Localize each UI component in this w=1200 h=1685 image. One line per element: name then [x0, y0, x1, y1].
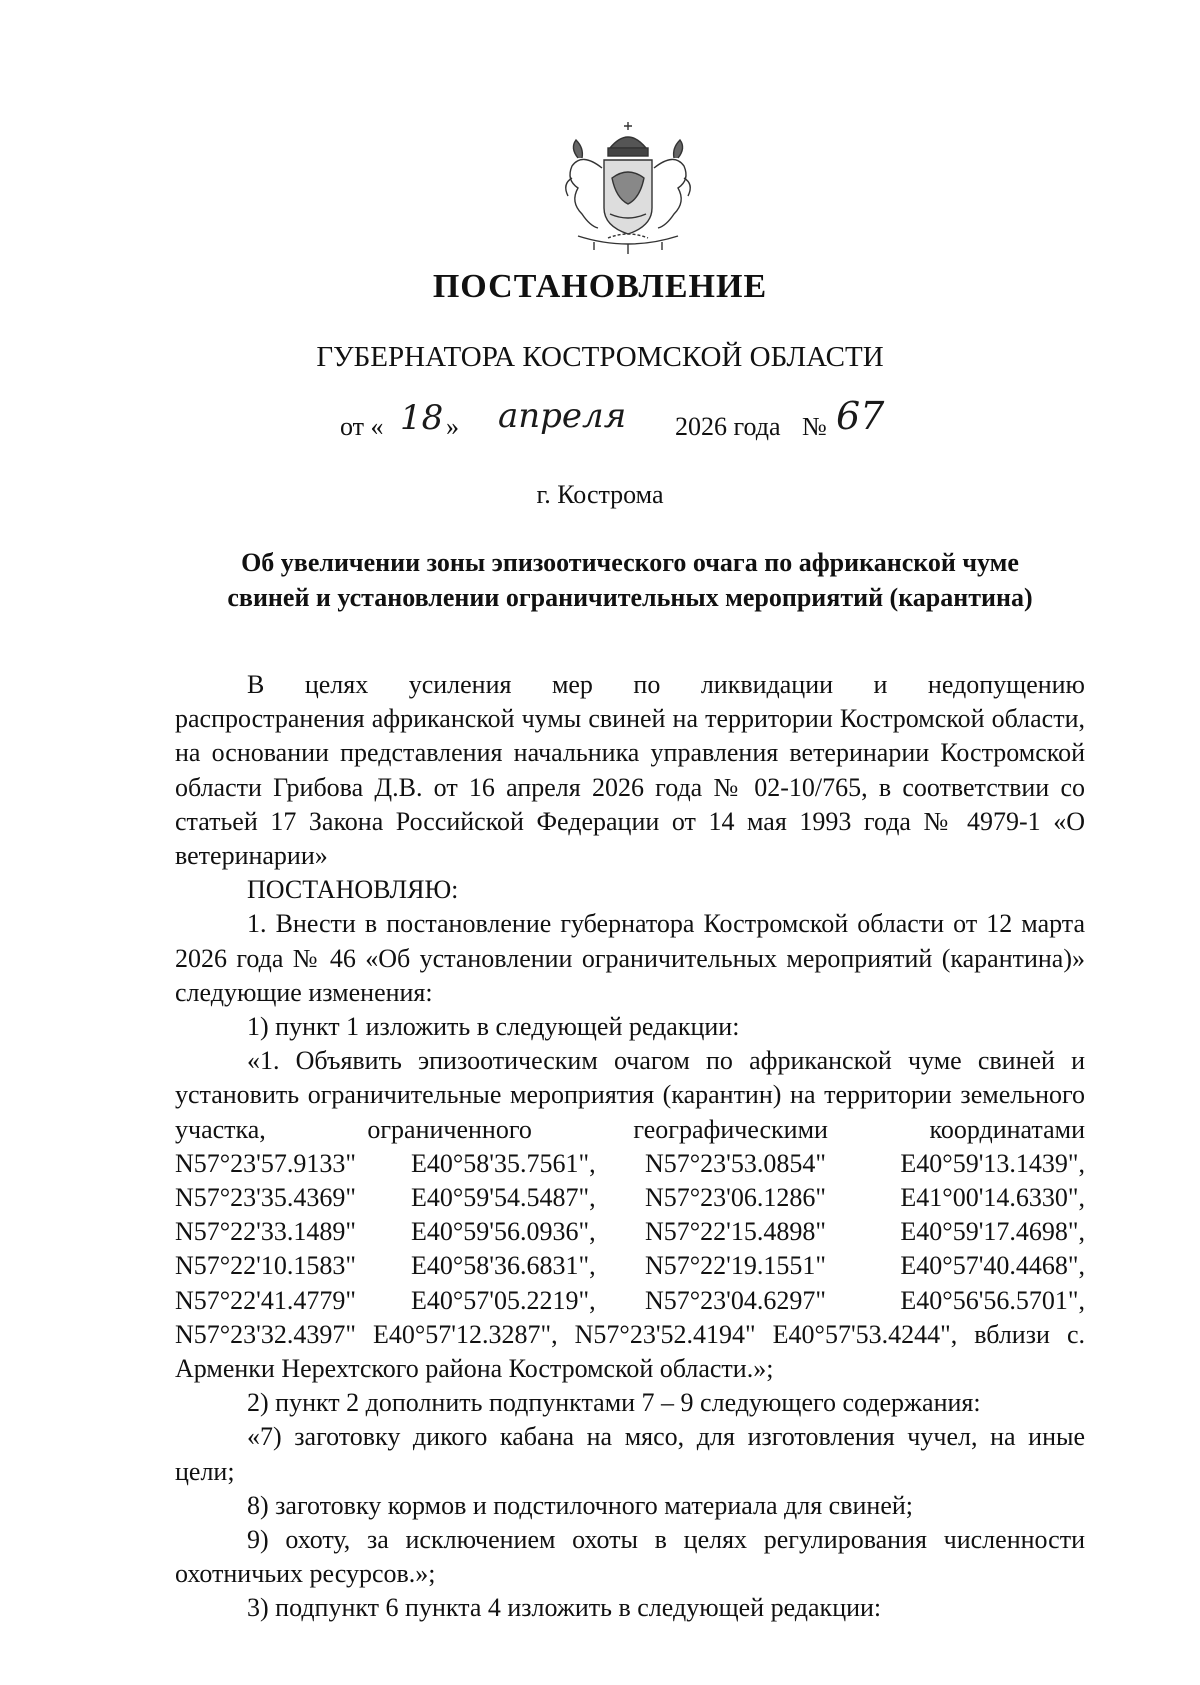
- coat-of-arms-emblem: [548, 118, 708, 258]
- handwritten-day: 18: [400, 398, 444, 438]
- subitem-1: 1) пункт 1 изложить в следующей редакции:: [247, 1012, 740, 1042]
- decree-word: ПОСТАНОВЛЯЮ:: [247, 875, 459, 905]
- quoted-subitem-7: «7) заготовку дикого кабана на мясо, для изготовления чучел, на иные цели;: [175, 1422, 1085, 1486]
- document-body: [175, 668, 1085, 1626]
- coordinate: E40°59'56.0936",: [411, 1217, 596, 1247]
- quoted-item-1: «1. Объявить эпизоотическим очагом по африканской чуме свиней и установить ограничительные мероприятия (карантин) на территории земельного участка, ограниченного географическими координатами: [175, 1046, 1085, 1144]
- document-type-heading: ПОСТАНОВЛЕНИЕ: [432, 268, 768, 305]
- coordinate: E41°00'14.6330",: [900, 1183, 1085, 1213]
- coordinate: N57°23'53.0854": [645, 1148, 826, 1178]
- quoted-subitem-8: 8) заготовку кормов и подстилочного материала для свиней;: [247, 1490, 914, 1520]
- coordinates-last: N57°23'32.4397" E40°57'12.3287", N57°23'52.4194" E40°57'53.4244", вблизи с. Арменки Нерехтского района Костромской области.»;: [175, 1319, 1085, 1384]
- coordinate: E40°59'54.5487",: [411, 1183, 596, 1213]
- coordinate: N57°22'10.1583": [175, 1251, 356, 1281]
- coordinate: E40°58'36.6831",: [411, 1251, 596, 1281]
- date-prefix: от «: [340, 412, 384, 441]
- number-sign: №: [802, 412, 827, 441]
- coordinate: E40°59'13.1439",: [900, 1148, 1085, 1178]
- coordinate: N57°22'19.1551": [645, 1251, 826, 1281]
- date-line: [0, 394, 1200, 460]
- subitem-3: 3) подпункт 6 пункта 4 изложить в следующей редакции:: [247, 1593, 882, 1623]
- issuing-authority: ГУБЕРНАТОРА КОСТРОМСКОЙ ОБЛАСТИ: [316, 341, 884, 373]
- title-line: свиней и установлении ограничительных мероприятий (карантина): [227, 583, 1033, 612]
- coordinate: N57°22'15.4898": [645, 1217, 826, 1247]
- coordinate: N57°22'41.4779": [175, 1285, 356, 1315]
- handwritten-month: апреля: [498, 396, 627, 436]
- subitem-2: 2) пункт 2 дополнить подпунктами 7 – 9 следующего содержания:: [247, 1388, 981, 1418]
- item-1: 1. Внести в постановление губернатора Костромской области от 12 марта 2026 года № 46 «Об установлении ограничительных мероприятий (карантина)» следующие изменения:: [175, 909, 1085, 1007]
- coordinate: E40°57'40.4468",: [900, 1251, 1085, 1281]
- city: г. Кострома: [536, 480, 664, 509]
- document-title: [170, 545, 1090, 615]
- coordinate: N57°23'57.9133": [175, 1148, 356, 1178]
- handwritten-number: 67: [836, 394, 885, 438]
- preamble-first-line: В целях усиления мер по ликвидации и недопущению: [247, 670, 1085, 699]
- coordinates-table: [175, 1147, 1085, 1318]
- coordinate: N57°23'06.1286": [645, 1183, 826, 1213]
- coordinate: E40°57'05.2219",: [411, 1285, 596, 1315]
- title-line: Об увеличении зоны эпизоотического очага по африканской чуме: [241, 548, 1019, 577]
- coordinate: N57°22'33.1489": [175, 1217, 356, 1247]
- year-text: 2026 года: [675, 412, 781, 441]
- preamble-text: распространения африканской чумы свиней на территории Костромской области, на основании представления начальника управления ветеринарии Костромской области Грибова Д.В. от 16 апреля 2026 года № 02-10/765, в соответствии со статьей 17 Закона Российской Федерации от 14 мая 1993 года № 4979-1 «О ветеринарии»: [175, 704, 1085, 871]
- coordinate: N57°23'35.4369": [175, 1183, 356, 1213]
- coordinate: E40°58'35.7561",: [411, 1148, 596, 1178]
- date-quote-close: »: [446, 412, 459, 441]
- quoted-subitem-9: 9) охоту, за исключением охоты в целях регулирования численности охотничьих ресурсов.»;: [175, 1525, 1085, 1589]
- coordinate: E40°59'17.4698",: [900, 1217, 1085, 1247]
- coordinate: N57°23'04.6297": [645, 1285, 826, 1315]
- coordinate: E40°56'56.5701",: [900, 1285, 1085, 1315]
